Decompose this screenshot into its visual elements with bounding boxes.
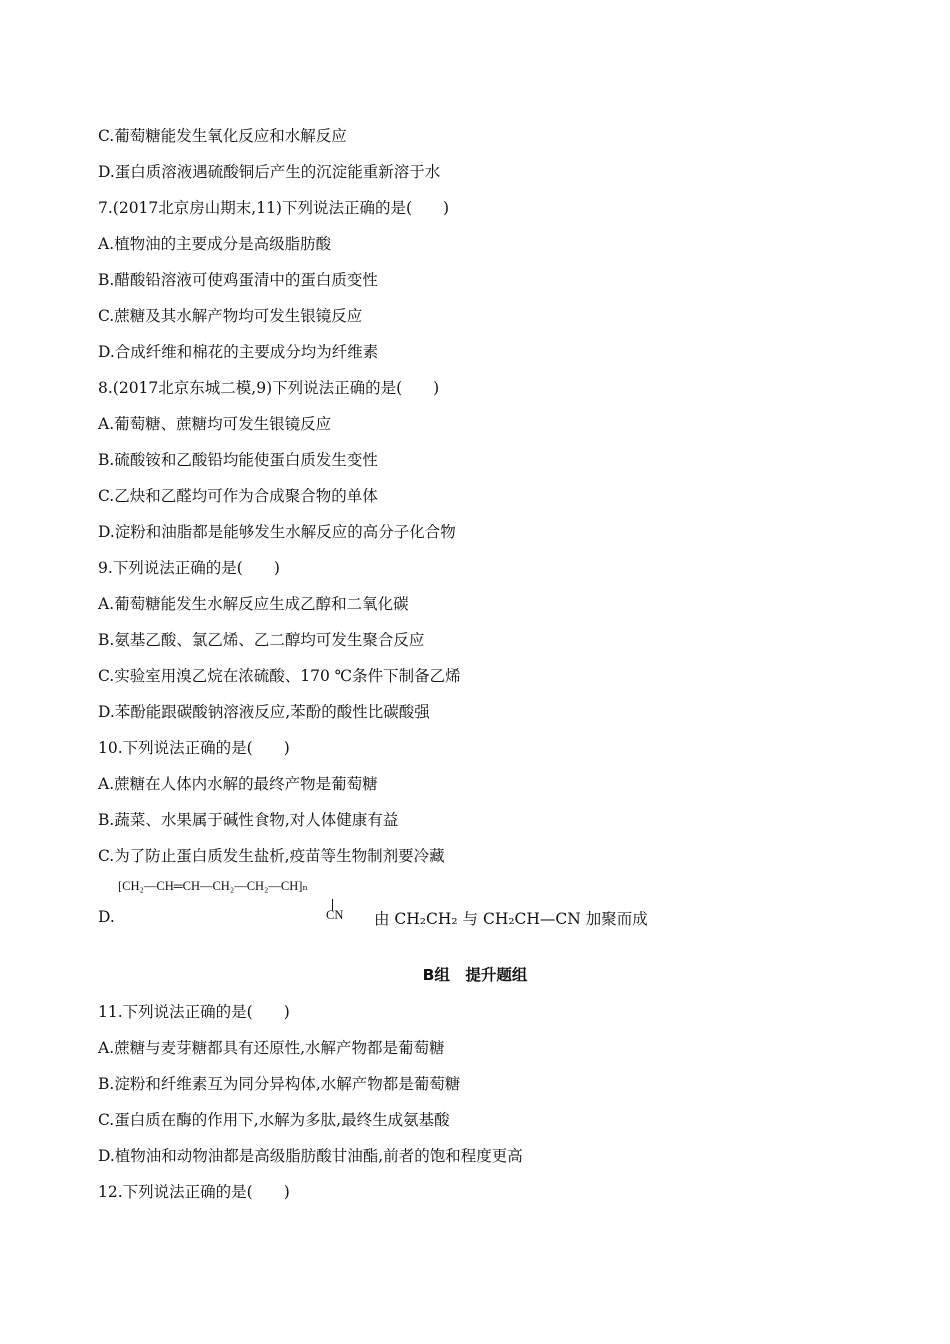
option-c-q11: C.蛋白质在酶的作用下,水解为多肽,最终生成氨基酸 bbox=[98, 1111, 450, 1129]
option-a-q8: A.葡萄糖、蔗糖均可发生银镜反应 bbox=[98, 415, 332, 433]
question-8: 8.(2017北京东城二模,9)下列说法正确的是( ) bbox=[98, 379, 440, 397]
polymer-main-chain: [CH₂—CH═CH—CH₂—CH₂—CH]ₙ bbox=[118, 879, 308, 893]
option-c-q6: C.葡萄糖能发生氧化反应和水解反应 bbox=[98, 127, 347, 145]
option-d-q7: D.合成纤维和棉花的主要成分均为纤维素 bbox=[98, 343, 379, 361]
option-d-q9: D.苯酚能跟碳酸钠溶液反应,苯酚的酸性比碳酸强 bbox=[98, 703, 430, 721]
option-b-q7: B.醋酸铅溶液可使鸡蛋清中的蛋白质变性 bbox=[98, 271, 378, 289]
option-a-q10: A.蔗糖在人体内水解的最终产物是葡萄糖 bbox=[98, 775, 378, 793]
option-c-q7: C.蔗糖及其水解产物均可发生银镜反应 bbox=[98, 307, 363, 325]
question-12: 12.下列说法正确的是( ) bbox=[98, 1183, 290, 1201]
option-d-q10-label: D. bbox=[98, 908, 115, 926]
option-b-q9: B.氨基乙酸、氯乙烯、乙二醇均可发生聚合反应 bbox=[98, 631, 425, 649]
option-c-q8: C.乙炔和乙醛均可作为合成聚合物的单体 bbox=[98, 487, 378, 505]
option-a-q9: A.葡萄糖能发生水解反应生成乙醇和二氧化碳 bbox=[98, 595, 409, 613]
option-a-q7: A.植物油的主要成分是高级脂肪酸 bbox=[98, 235, 332, 253]
polymer-cn-branch: CN bbox=[326, 908, 344, 922]
section-b-title: B组 提升题组 bbox=[422, 966, 528, 984]
polymer-structure-formula bbox=[118, 876, 378, 926]
option-b-q11: B.淀粉和纤维素互为同分异构体,水解产物都是葡萄糖 bbox=[98, 1075, 461, 1093]
option-c-q9: C.实验室用溴乙烷在浓硫酸、170 ℃条件下制备乙烯 bbox=[98, 667, 461, 685]
option-d-q11: D.植物油和动物油都是高级脂肪酸甘油酯,前者的饱和程度更高 bbox=[98, 1147, 523, 1165]
question-9: 9.下列说法正确的是( ) bbox=[98, 559, 280, 577]
option-d-q6: D.蛋白质溶液遇硫酸铜后产生的沉淀能重新溶于水 bbox=[98, 163, 441, 181]
question-11: 11.下列说法正确的是( ) bbox=[98, 1003, 290, 1021]
option-b-q8: B.硫酸铵和乙酸铅均能使蛋白质发生变性 bbox=[98, 451, 378, 469]
option-a-q11: A.蔗糖与麦芽糖都具有还原性,水解产物都是葡萄糖 bbox=[98, 1039, 445, 1057]
option-b-q10: B.蔬菜、水果属于碱性食物,对人体健康有益 bbox=[98, 811, 399, 829]
option-c-q10: C.为了防止蛋白质发生盐析,疫苗等生物制剂要冷藏 bbox=[98, 847, 445, 865]
option-d-q10-description: 由 CH₂CH₂ 与 CH₂CH—CN 加聚而成 bbox=[374, 910, 648, 928]
option-d-q8: D.淀粉和油脂都是能够发生水解反应的高分子化合物 bbox=[98, 523, 456, 541]
question-7: 7.(2017北京房山期末,11)下列说法正确的是( ) bbox=[98, 199, 450, 217]
question-10: 10.下列说法正确的是( ) bbox=[98, 739, 290, 757]
